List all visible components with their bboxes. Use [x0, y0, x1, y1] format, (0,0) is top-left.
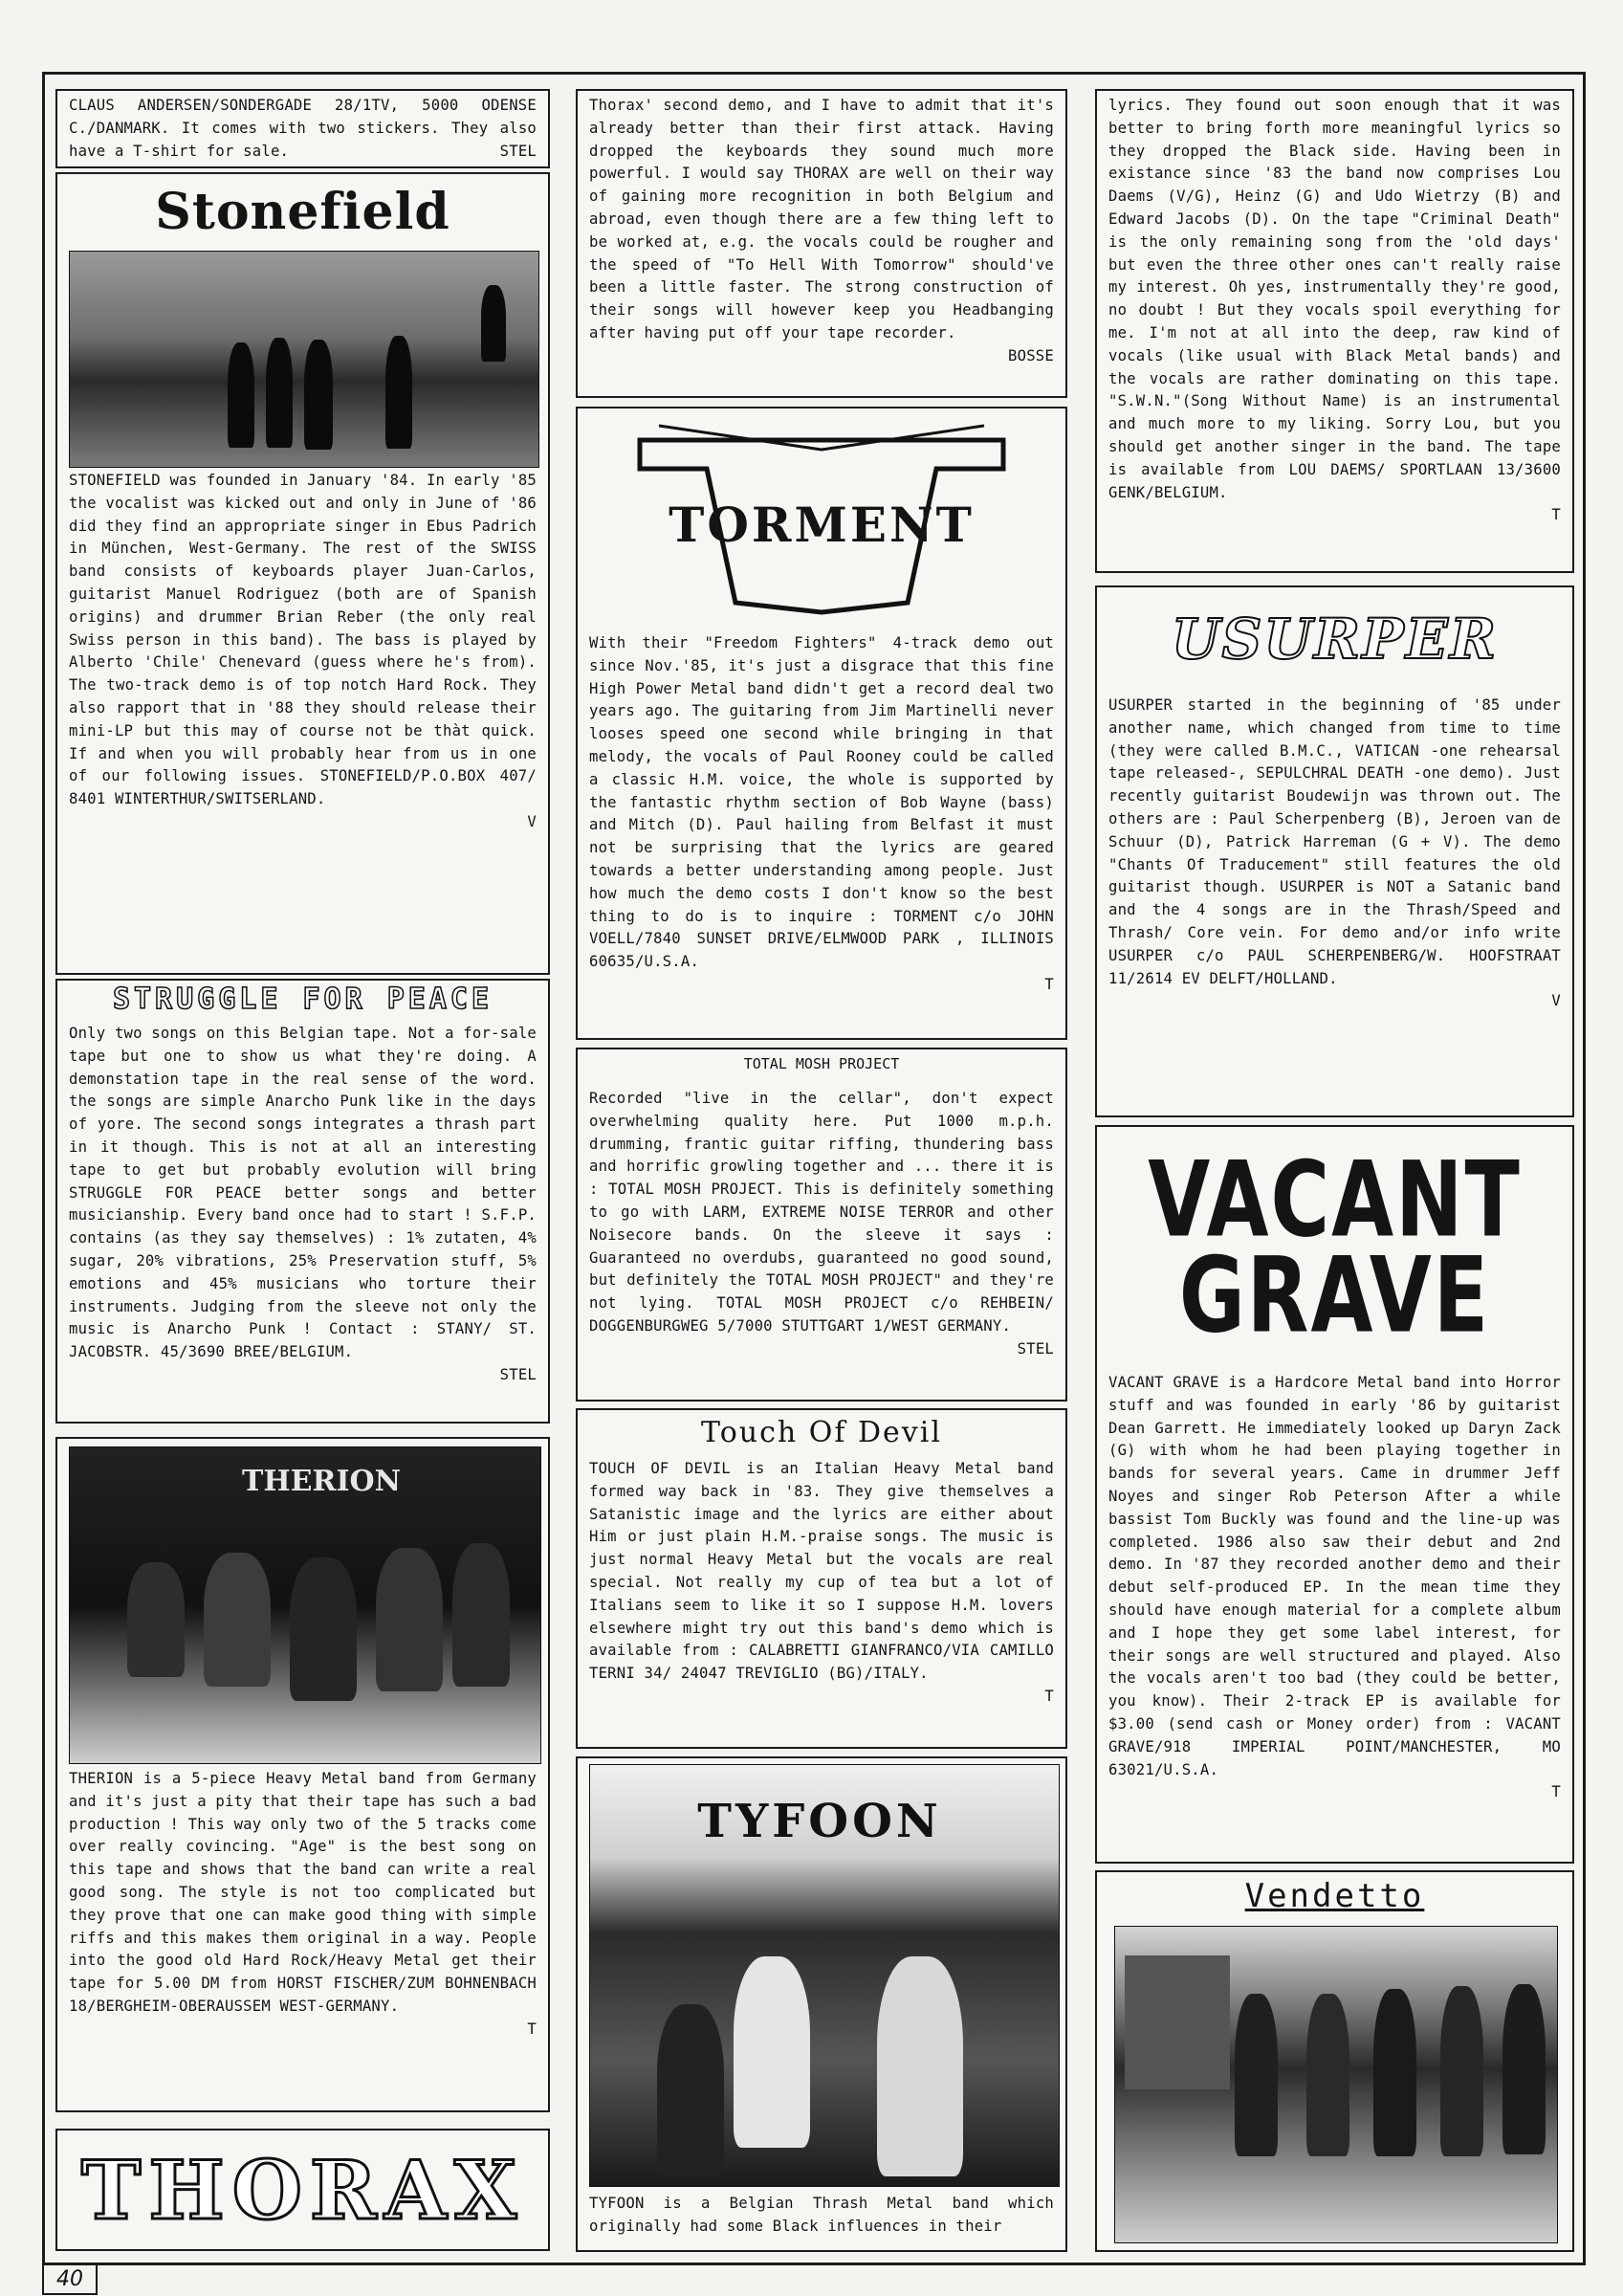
vendetto-band-photo: [1114, 1926, 1558, 2243]
touch-of-devil-signature: T: [1044, 1687, 1054, 1705]
therion-text: THERION is a 5-piece Heavy Metal band from Germany and it's just a pity that their tape has such a bad production ! This way only two of the 5 tracks come over really covincing. "Age" is the best song on this tape and shows that the band can write a real good song. The style is not too complicated but they prove that one can make good thing with simple riffs and this makes them original in a way. People into the good old Hard Rock/Heavy Metal get their tape for 5.00 DM from HORST FISCHER/ZUM BOHNENBACH 18/BERGHEIM-OBERAUSSEM WEST-GERMANY.: [69, 1770, 537, 2015]
torment-logo-text: TORMENT: [669, 497, 975, 553]
therion-review: [55, 1437, 550, 2112]
vacant-grave-review: [1095, 1125, 1574, 1864]
truck-shape: [1125, 1955, 1230, 2089]
therion-band-photo: [69, 1446, 541, 1764]
touch-of-devil-text: TOUCH OF DEVIL is an Italian Heavy Metal band formed way back in '83. They give themselves a Satanistic image and the lyrics are either about Him or just plain H.M.-praise songs. The music is just normal Heavy Metal but the vocals are real special. Not really my cup of tea but a lot of Italians seem to like it so I suppose H.M. lovers elsewhere might try out this band's demo which is available from : CALABRETTI GIANFRANCO/VIA CAMILLO TERNI 34/ 24047 TREVIGLIO (BG)/ITALY.: [589, 1460, 1054, 1683]
struggle-for-peace-signature: STEL: [499, 1365, 537, 1383]
thorax-logo-text: THORAX: [80, 2142, 525, 2238]
torment-logo: [578, 408, 1065, 629]
thorax-logo-box: [55, 2129, 550, 2251]
thorax-text: Thorax' second demo, and I have to admit that it's already better than their first attack. Having dropped the keyboards they sound much more powerful. I would say THORAX are well on their way of gaining more recognition in both Belgium and abroad, even though there are a few thing left to be worked at, e.g. the vocals could be rougher and the speed of "To Hell With Tomorrow" should've been a little faster. The strong construction of their songs will however keep you Headbanging after having put off your tape recorder.: [589, 97, 1054, 342]
struggle-for-peace-title: STRUGGLE FOR PEACE: [112, 982, 493, 1016]
vacant-grave-logo-line1: VACANT: [1148, 1138, 1522, 1261]
stonefield-logo-text: Stonefield: [155, 182, 450, 241]
stonefield-review: [55, 172, 550, 975]
total-mosh-project-text: Recorded "live in the cellar", don't expect overwhelming quality here. Put 1000 m.p.h. drumming, frantic guitar riffing, thundering bass and horrific growling together and ... there it is : TOTAL MOSH PROJECT. This is definitely something to go with LARM, EXTREME NOISE TERROR and other Noisecore bands. On the sleeve it says : Guaranteed no overdubs, guaranteed no good sound, but definitely the TOTAL MOSH PROJECT" and they're not lying. TOTAL MOSH PROJECT c/o REHBEIN/ DOGGENBURGWEG 5/7000 STUTTGART 1/WEST GERMANY.: [589, 1090, 1054, 1335]
usurper-logo-text: USURPER: [1171, 607, 1499, 672]
usurper-text: USURPER started in the beginning of '85 under another name, which changed from time to time (they were called B.M.C., VATICAN -one rehearsal tape released-, SEPULCHRAL DEATH -one demo). Just recently guitarist Boudewijn was thrown out. The others are : Paul Scherpenberg (B), Jeroen van de Schuur (D), Patrick Harreman (G + V). The demo "Chants Of Traducement" still features the old guitarist though. USURPER is NOT a Satanic band and the 4 songs are in the Thrash/Speed and Thrash/ Core vein. For demo and/or info write USURPER c/o PAUL SCHERPENBERG/W. HOOFSTRAAT 11/2614 EV DELFT/HOLLAND.: [1108, 696, 1561, 987]
touch-of-devil-review: [576, 1408, 1067, 1749]
torment-review: [576, 407, 1067, 1040]
thorax-logo: [57, 2130, 548, 2249]
stonefield-signature: V: [527, 812, 537, 830]
therion-photo-banner: THERION: [242, 1465, 402, 1498]
notice-signature: STEL: [499, 142, 537, 160]
stonefield-logo: [57, 174, 548, 249]
vendetto-logo-text: Vendetto: [1244, 1877, 1425, 1915]
usurper-review: [1095, 585, 1574, 1117]
total-mosh-project-title: TOTAL MOSH PROJECT: [743, 1055, 900, 1072]
usurper-signature: V: [1551, 992, 1561, 1010]
struggle-for-peace-text: Only two songs on this Belgian tape. Not a for-sale tape but one to show us what they're doing. A demonstation tape in the real sense of the word. the songs are simple Anarcho Punk like in the days of yore. The second songs integrates a thrash part in it though. This is not at all an interesting tape to get but probably evolution will bring STRUGGLE FOR PEACE better songs and better musicianship. Every band once had to start ! S.F.P. contains (as they say themselves) : 1% zutaten, 4% sugar, 20% vibrations, 25% Preservation stuff, 5% emotions and 45% musicians who torture their instruments. Judging from the sleeve not only the music is Anarcho Punk ! Contact : STANY/ ST. JACOBSTR. 45/3690 BREE/BELGIUM.: [69, 1025, 537, 1361]
vacant-grave-text: VACANT GRAVE is a Hardcore Metal band into Horror stuff and was founded in early '86 by guitarist Dean Garrett. He immediately looked up Daryn Zack (G) with whom he had been playing together in bands for several years. Came in drummer Jeff Noyes and singer Rob Peterson After a while bassist Tom Buckly was found and the line-up was completed. 1986 also saw their debut and 2nd demo. In '87 they recorded another demo and their debut self-produced EP. In the mean time they should have enough material for a complete album and I hope they get some label interest, for their songs are well structured and played. Also the vocals aren't too bad (they could be better, you know). Their 2-track EP is available for $3.00 (send cash or Money order) from : VACANT GRAVE/918 IMPERIAL POINT/MANCHESTER, MO 63021/U.S.A.: [1108, 1374, 1561, 1778]
torment-text: With their "Freedom Fighters" 4-track demo out since Nov.'85, it's just a disgrace that this fine High Power Metal band didn't get a record deal two years ago. The guitaring from Jim Martinelli never looses speed one second while bringing in that melody, the vocals of Paul Rooney could be called a classic H.M. voice, the whole is supported by the fantastic rhythm section of Bob Wayne (bass) and Mitch (D). Paul hailing from Belfast it must not be surprising that the lyrics are geared towards a better understanding among people. Just how much the demo costs I don't know so the best thing to do is to inquire : TORMENT c/o JOHN VOELL/7840 SUNSET DRIVE/ELMWOOD PARK , ILLINOIS 60635/U.S.A.: [589, 634, 1054, 971]
tyfoon-review-continued: [1095, 89, 1574, 573]
page-number: [42, 2263, 98, 2295]
notice-text: CLAUS ANDERSEN/SONDERGADE 28/1TV, 5000 ODENSE C./DANMARK. It comes with two stickers. They also have a T-shirt for sale.: [69, 97, 537, 160]
tyfoon-band-photo: [589, 1764, 1060, 2187]
touch-of-devil-logo: [578, 1410, 1065, 1454]
vacant-grave-signature: T: [1551, 1783, 1561, 1801]
struggle-for-peace-review: [55, 979, 550, 1424]
tyfoon-logo: [695, 1778, 944, 1865]
vendetto-logo: [1097, 1872, 1572, 1920]
page-number-text: 40: [56, 2266, 83, 2291]
claus-andersen-notice: [55, 89, 550, 168]
stonefield-text: STONEFIELD was founded in January '84. In early '85 the vocalist was kicked out and only in June of '86 did they find an appropriate singer in Ebus Padrich in München, West-Germany. The rest of the SWISS band consists of keyboards player Juan-Carlos, guitarist Manuel Rodriguez (both are of Spanish origins) and drummer Brian Reber (the only real Swiss person in this band). The bass is played by Alberto 'Chile' Chenevard (guess where he's from). The two-track demo is of top notch Hard Rock. They also rapport that in '88 they should release their mini-LP but this may of course not be thàt quick. If and when you will probably hear from us in one of our following issues. STONEFIELD/P.O.BOX 407/ 8401 WINTERTHUR/SWITSERLAND.: [69, 472, 537, 808]
total-mosh-project-review: [576, 1048, 1067, 1402]
tyfoon-continued-text: lyrics. They found out soon enough that it was better to bring forth more meaningful lyrics so they dropped the Black side. Having been in existance since '83 the band now comprises Lou Daems (V/G), Heinz (G) and Udo Wietrzy (B) and Edward Jacobs (D). On the tape "Criminal Death" is the only remaining song from the 'old days' but even the three other ones can't really raise my interest. Oh yes, instrumentally they're good, no doubt ! But they vocals spoil everything for me. I'm not at all into the deep, raw kind of vocals (like usual with Black Metal bands) and the vocals are rather dominating on this tape. "S.W.N."(Song Without Name) is an instrumental and much more to my liking. Sorry Lou, but you should get another singer in the band. The tape is available from LOU DAEMS/ SPORTLAAN 13/3600 GENK/BELGIUM.: [1108, 97, 1561, 501]
tyfoon-logo-text: TYFOON: [697, 1795, 942, 1848]
total-mosh-project-signature: STEL: [1017, 1339, 1054, 1358]
tyfoon-continued-signature: T: [1551, 506, 1561, 524]
vacant-grave-logo-line2: GRAVE: [1178, 1234, 1491, 1357]
stonefield-band-photo: [69, 251, 539, 468]
touch-of-devil-logo-text: Touch Of Devil: [701, 1415, 942, 1449]
thorax-review: [576, 89, 1067, 398]
tyfoon-text: TYFOON is a Belgian Thrash Metal band which originally had some Black influences in their: [589, 2195, 1054, 2235]
usurper-logo: [1097, 587, 1572, 691]
tyfoon-review: [576, 1756, 1067, 2252]
therion-signature: T: [527, 2020, 537, 2038]
vacant-grave-logo: [1097, 1127, 1572, 1368]
thorax-signature: BOSSE: [1008, 346, 1054, 364]
vendetto-review: [1095, 1870, 1574, 2252]
torment-signature: T: [1044, 975, 1054, 993]
